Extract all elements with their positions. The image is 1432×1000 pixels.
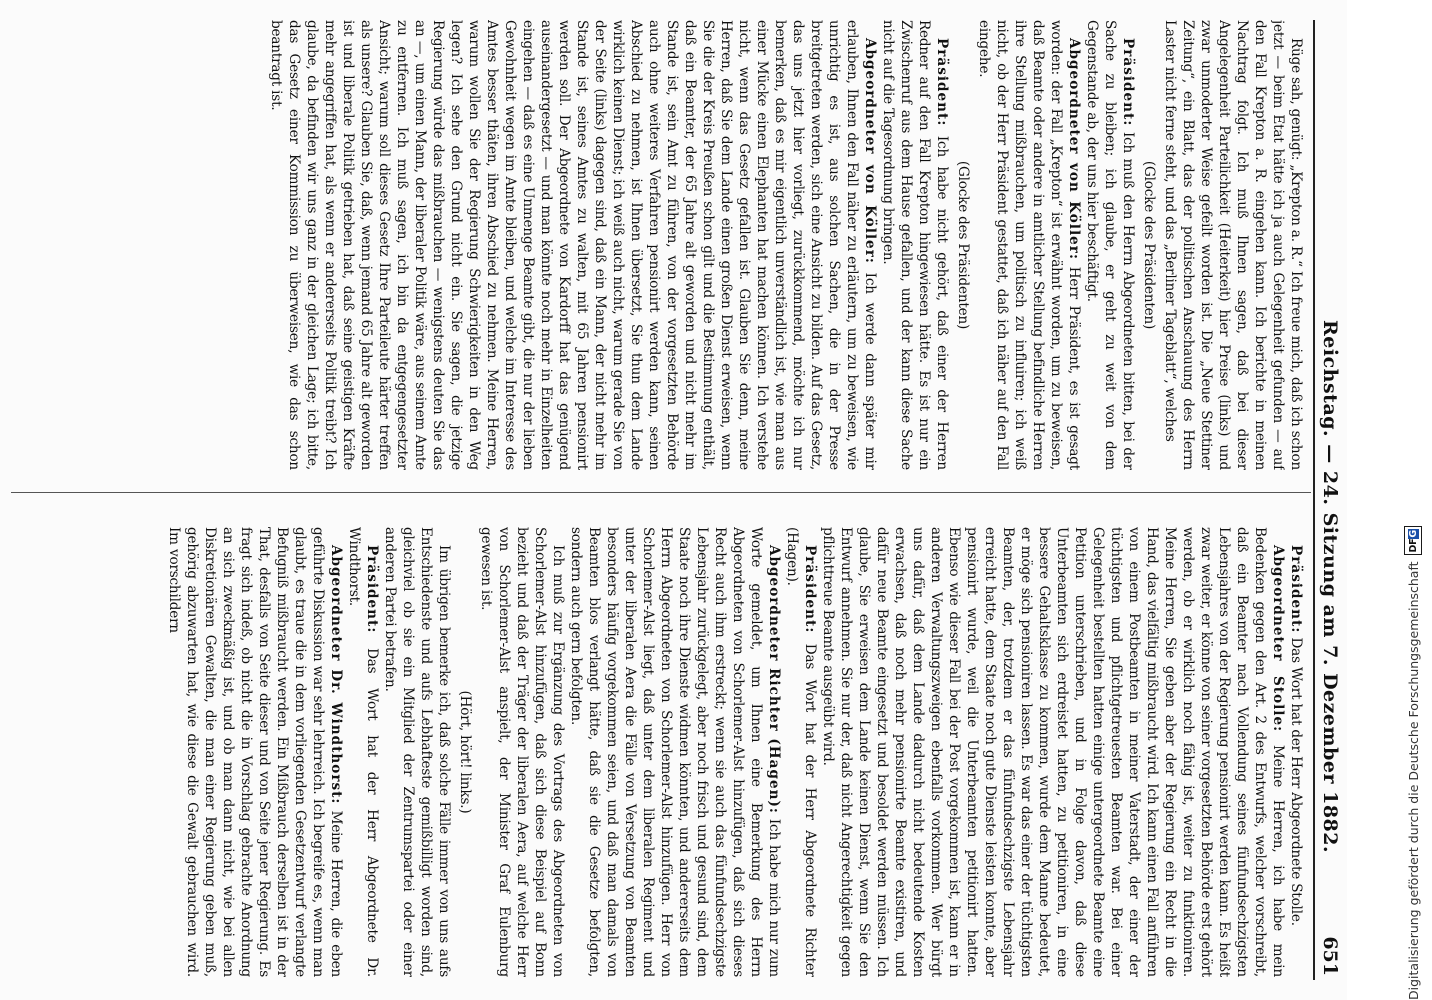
stage-direction-text: (Hört, hört! links.) <box>457 690 473 814</box>
speech-text: Das Wort hat der Herr Abgeordnete Richter (Hagen). <box>784 527 818 977</box>
speech-paragraph <box>567 527 783 977</box>
speaker-name: Präsident: <box>802 545 818 634</box>
speech-text: Ich habe nicht gehört, daß einer der Herren Redner auf den Fall Krepton hingewiesen hätte. Es ist nur ein Zwischenruf aus dem Hause gefallen, und der kann diese Sache nicht auf die Tagesordnung bringen. <box>880 20 950 470</box>
speaker-name: Abgeordneter Dr. Windthorst: <box>328 545 344 805</box>
page-header-title: Reichstag. — 24. Sitzung am 7. Dezember 1882. <box>1319 320 1341 854</box>
stage-direction <box>954 20 972 470</box>
paragraph-text: Im übrigen bemerke ich, daß solche Fälle immer von uns aufs Entschiedenste und aufs Lebhafteste gemißbilligt worden sind, gleichviel ob sie ein Mitglied der Zentrumspartei oder einer anderen Partei betrafen. <box>382 527 452 977</box>
speech-text: Das Wort hat der Herr Abgeordnete Dr. Windthorst. <box>346 527 380 977</box>
left-text-column <box>15 20 1305 470</box>
speech-paragraph <box>345 527 381 977</box>
speaker-name: Abgeordneter von Köller: <box>862 38 878 264</box>
stage-direction-text: (Glocke des Präsidenten) <box>1141 160 1157 330</box>
speech-paragraph <box>165 527 345 977</box>
speech-text: Ich habe mich nur zum Worte gemeldet, um Ihnen eine Bemerkung des Herrn Abgeordneten von Schorlemer-Alst hinzufügen, daß sich dieses Recht auch ihm erstreckt; wenn sie auch das fünfundsechzigste Lebensjahr zurückgelegt, aber noch frisch und gesund sind, dem Staate noch ihre Dienste widmen könnten, und andererseits dem Herrn Abgeordneten von Schorlemer-Alst hinzufügen. Herr von Schorlemer-Alst liegt, daß unter dem liberalen Regiment und unter der liberalen Aera die Fälle von Versetzung von Beamten besonders häufig vorgekommen seien, und daß man damals von Beamten blos verlangt hätte, daß sie die Gesetze befolgten, sondern auch gern befolgten. <box>568 527 782 977</box>
page-header <box>1313 20 1341 980</box>
column-divider <box>11 492 1311 493</box>
speaker-name: Präsident: <box>1288 545 1304 634</box>
paragraph-text: Rüge sah, genügt: „Krepton a. R.“ Ich freue mich, daß ich schon jetzt — beim Etat hätte ich ja auch Gelegenheit gefunden — auf den Fall Krepton a. R. eingehen kann. Ich berichte in meinen Nachtrag folgt. Ich muß Ihnen sagen, daß bei dieser Angelegenheit Parteilichkeit (Heiterkeit) hier Preise (links) und zwar unmoderter Weise gefeilt worden ist. Die „Neue Stettiner Zeitung“, ein Blatt, das der politischen Anschauung des Herrn Laster nicht ferne steht, und das „Berliner Tageblatt“, welches <box>1162 20 1304 470</box>
speech-paragraph <box>783 527 819 977</box>
speech-text: Herr Präsident, es ist gesagt worden: der Fall „Krepton“ ist erwähnt worden, um zu beweisen, daß Beamte oder andere in amtlicher Stellung befindliche Herren ihre Stellung mißbrauchen, um politisch zu influiren; ich weiß nicht, ob der Herr Präsident gestattet, daß ich näher auf den Fall eingehe. <box>976 20 1082 470</box>
speaker-name: Abgeordneter Stolle: <box>1270 545 1286 733</box>
speech-paragraph <box>819 527 1287 977</box>
dfg-logo: DF G <box>1404 526 1422 555</box>
speech-text: Ich werde dann später mir erlauben, Ihnen den Fall näher zu erläutern, um zu beweisen, wie unrichtig es ist, aus solchen Sachen, die in der Presse breitgetreten werden, sich eine Ansicht zu bilden. Auf das Gesetz, das uns jetzt hier vorliegt, zurückkommend, möchte ich nur bemerken, daß es mir eigentlich unverständlich ist, wie man aus einer Mücke einen Elephanten hat machen können. Ich verstehe nicht, wenn das Gesetz gefallen ist. Glauben Sie denn, meine Herren, daß Sie dem Lande einen großen Dienst erweisen, wenn Sie die der Kreis Preußen schon gilt und die Bestimmung enthält, daß ein Beamter, der 65 Jahre alt geworden und nicht mehr im Stande ist, sein Amt zu führen, von der vorgesetzten Behörde auch ohne weiteres Verfahren pensionirt werden kann, seinen Abschied zu nehmen, ist Ihnen übersetzt, Sie thun dem Lande wirklich keinen Dienst; ich weiß auch nicht, warum gerade Sie von der Seite (links) dagegen sind, daß ein Mann, der nicht mehr im Stande ist, seines Amtes zu walten, mit 65 Jahren pensionirt werden soll. Der Abgeordnete von Kardorff hat das genügend auseinandergesetzt — und man könnte noch mehr in Einzelheiten eingehen — daß es eine Unmenge Beamte gibt, die nur der lieben Gewohnheit wegen im Amte bleiben, und welche im Interesse des Amtes besser thäten, ihren Abschied zu nehmen. Meine Herren, warum wollen Sie der Regierung Schwierigkeiten in den Weg legen? Ich sehe den Grund nicht ein. Sie sagen, die jetzige Regierung würde das mißbrauchen — wenigstens deuten Sie das an —, um einen Mann, der liberaler Politik wäre, aus seinem Amte zu entfernen. Ich muß sagen, ich bin da entgegengesetzter Ansicht; warum soll dieses Gesetz Ihre Parteileute härter treffen als unsere? Glauben Sie, daß, wenn jemand 65 Jahre alt geworden ist und liberale Politik getrieben hat, daß seine geistigen Kräfte mehr angegriffen hat, als wenn er andererseits Politik treibt? Ich glaube, da befinden wir uns ganz in der gleichen Lage; ich bitte, das Gesetz einer Kommission zu überweisen, wie das schon beantragt ist. <box>268 20 878 470</box>
digitization-footer <box>1400 0 1426 1000</box>
text-paragraph <box>381 527 453 977</box>
speaker-name: Präsident: <box>934 38 950 127</box>
paragraph-text: Ich muß zur Ergänzung des Vortrags des Abgeordneten von Schorlemer-Alst hinzufügen, daß sich diese Beispiel auf Bonn bezieht und daß der Träger der liberalen Aera, auf welche Herr von Schorlemer-Alst anspielt, der Minister Graf Eulenburg gewesen ist. <box>478 527 566 977</box>
stage-direction <box>1140 20 1158 470</box>
speaker-name: Abgeordneter Richter (Hagen): <box>766 545 782 814</box>
speech-paragraph <box>879 20 951 470</box>
speech-paragraph <box>1083 20 1137 470</box>
speech-paragraph <box>267 20 879 470</box>
text-paragraph <box>1161 20 1305 470</box>
speech-text: Das Wort hat der Herr Abgeordnete Stolle. <box>1288 637 1304 926</box>
right-text-column <box>15 527 1305 977</box>
speech-paragraph <box>975 20 1083 470</box>
stage-direction-text: (Glocke des Präsidenten) <box>955 160 971 330</box>
stage-direction <box>456 527 474 977</box>
text-paragraph <box>477 527 567 977</box>
footer-credit-text: Digitalisierung gefördert durch die Deutsche Forschungsgemeinschaft <box>1405 561 1421 1000</box>
speaker-name: Abgeordneter von Köller: <box>1066 38 1082 260</box>
page-number: 651 <box>1319 936 1341 976</box>
speaker-name: Präsident: <box>364 545 380 634</box>
speech-text: Meine Herren, ich habe mein Bedenken gegen den Art. 2 des Entwurfs, welcher vorschreibt, daß ein Beamter nach Vollendung seines fünfundsechzigsten Lebensjahres von der Regierung pensionirt werden kann. Es heißt zwar weiter, er könne von seiner vorgesetzten Behörde erst gehört werden, ob er wirklich noch fähig ist, weiter zu funktioniren. Meine Herren, Sie geben aber der Regierung ein Recht in die Hand, das vielfältig mißbraucht wird. Ich kann einen Fall anführen von einem Postbeamten in meiner Vaterstadt, der einer der tüchtigsten und pflichtgetreuesten Beamten war. Bei einer Gelegenheit bestellten hatten einige untergeordnete Beamte eine Petition unterschrieben, und in Folge davon, daß diese Unterbeamten sich erdreistet hatten, zu petitioniren, in eine bessere Gehaltsklasse zu kommen, wurde dem Manne bedeutet, er möge sich pensioniren lassen. Es war das einer der tüchtigsten Beamten, der, trotzdem er das fünfundsechzigste Lebensjahr erreicht hatte, dem Staate noch gute Dienste leisten konnte, aber pensionirt wurde, weil die Unterbeamten petitionirt hatten. Ebenso wie dieser Fall bei der Post vorgekommen ist, kann er in anderen Verwaltungszweigen ebenfalls vorkommen. Wer bürgt uns dafür, daß dem Lande dadurch nicht bedeutende Kosten erwachsen, daß noch mehr pensionirte Beamte existiren, und dafür neue Beamte eingesetzt und besoldet werden müssen. Ich glaube, Sie erweisen dem Lande keinen Dienst, wenn Sie den Entwurf annehmen. Sie nur der, daß nicht Angerechtigkeit gegen pflichttreue Beamte ausgeübt wird. <box>820 527 1286 977</box>
speech-paragraph <box>1287 527 1305 977</box>
speech-text: Meine Herren, die eben geführte Diskussion war sehr lehrreich. Ich begreife es, wenn man glaubt, es traue die in dem vorliegenden Gesetzentwurf verlangte Befugniß mißbraucht werden. Ein Mißbrauch derselben ist in der That, desfalls von Seite dieser und von Seite jener Regierung. Es fragt sich indeß, ob nicht die in Vorschlag gebrachte Anordnung an sich zweckmäßig ist, und ob man dann nicht, wie bei allen Diskretionären Gewalten, die man einer Regierung geben muß, gehörig abzuwarten hat, wie diese die Gewalt gebrauchen wird. Im vorschildern <box>166 527 344 977</box>
speech-text: Ich muß den Herrn Abgeordneten bitten, bei der Sache zu bleiben; ich glaube, er geht zu weit von dem Gegenstande ab, der uns hier beschäftigt. <box>1084 20 1136 470</box>
speaker-name: Präsident: <box>1120 38 1136 127</box>
